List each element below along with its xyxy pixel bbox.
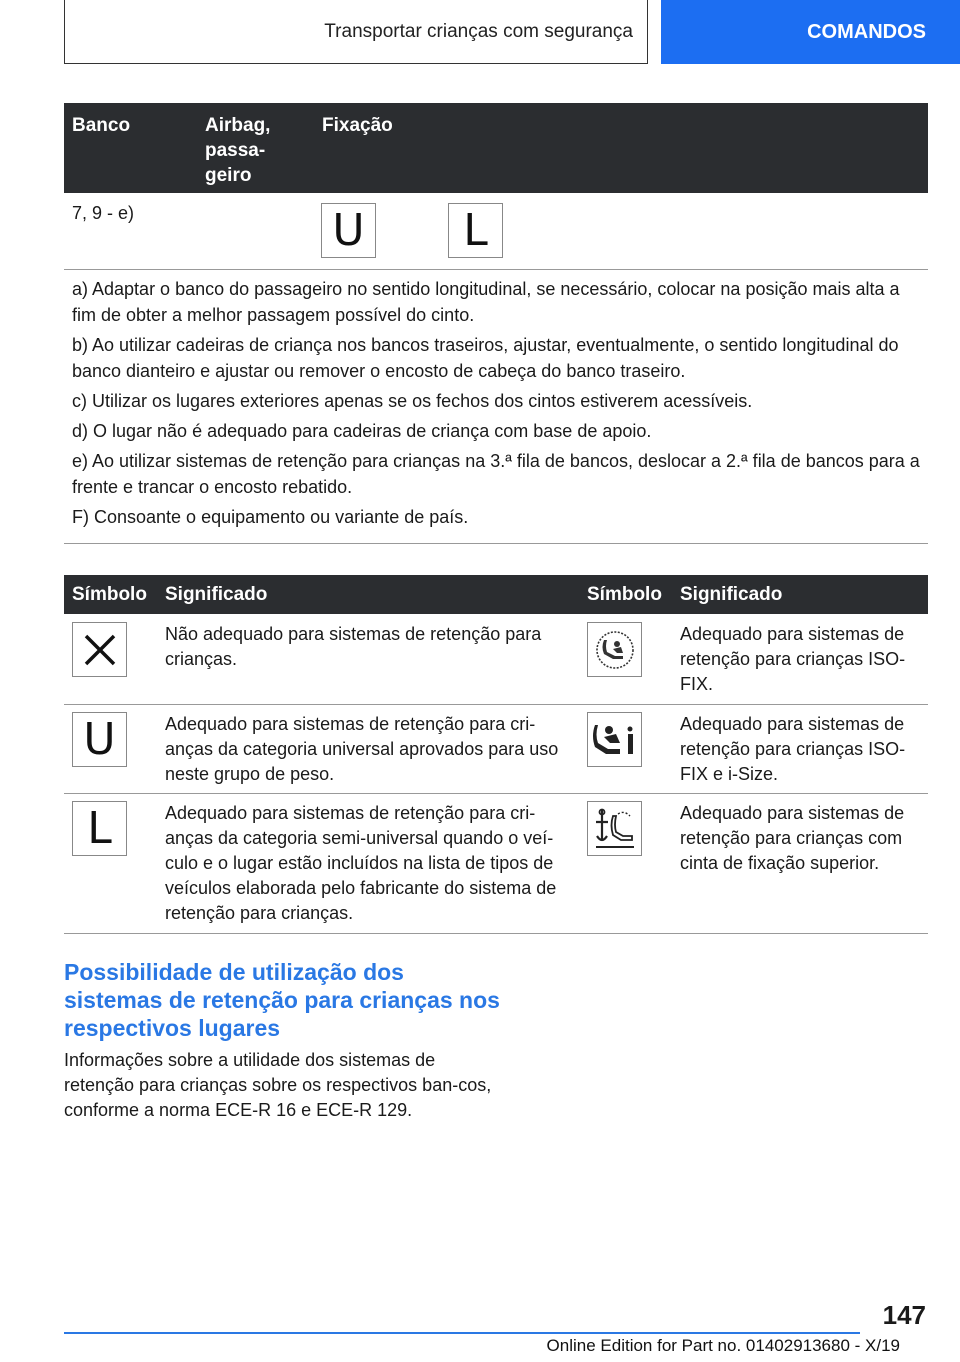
page-number: 147 <box>882 1300 926 1330</box>
col-airbag: Airbag, passa- geiro <box>205 115 271 186</box>
footnote-b: b) Ao utilizar cadeiras de criança nos bancos traseiros, ajustar, eventualmente, o sentido longitudinal do banco dianteiro e ajustar ou remover o encosto de cabeça do banco traseiro. <box>72 335 899 381</box>
seat-number: 7, 9 - e) <box>72 203 135 223</box>
running-header-section <box>64 0 648 64</box>
col-simbolo-1: Símbolo <box>72 584 147 605</box>
semi-universal-symbol: L <box>448 203 503 258</box>
col-significado-2: Significado <box>680 584 783 605</box>
footnote-f: F) Consoante o equipamento ou variante de país. <box>72 507 469 527</box>
universal-symbol: U <box>72 712 127 767</box>
footnote-a: a) Adaptar o banco do passageiro no sentido longitudinal, se necessário, colocar na posição mais alta a fim de obter a melhor passagem possível do cinto. <box>72 279 900 325</box>
chapter-tab <box>661 0 960 64</box>
section-paragraph: Informações sobre a utilidade dos sistemas de retenção para crianças sobre os respectivos ban-cos, conforme a norma ECE-R 16 e ECE-R 129. <box>64 1050 492 1120</box>
isofix-isize-icon <box>587 712 642 767</box>
footnotes <box>64 276 928 534</box>
seat-table-header <box>64 103 928 193</box>
x-icon <box>72 622 127 677</box>
chapter-label: COMANDOS <box>807 20 926 43</box>
footer-divider <box>64 1332 860 1334</box>
table-row <box>64 793 928 934</box>
meaning-universal: Adequado para sistemas de retenção para cri-anças da categoria universal aprovados para uso neste grupo de peso. <box>165 714 559 784</box>
divider <box>64 543 928 544</box>
footnote-e: e) Ao utilizar sistemas de retenção para crianças na 3.ª fila de bancos, deslocar a 2.ª fila de bancos para a frente e trancar o encosto rebatido. <box>72 451 920 497</box>
col-simbolo-2: Símbolo <box>587 584 662 605</box>
table-row <box>64 193 928 270</box>
top-tether-icon <box>587 801 642 856</box>
meaning-isofix-isize: Adequado para sistemas de retenção para crianças ISO-FIX e i-Size. <box>680 714 906 784</box>
col-fixacao: Fixação <box>322 115 393 136</box>
meaning-isofix: Adequado para sistemas de retenção para crianças ISO-FIX. <box>680 624 906 694</box>
isofix-icon <box>587 622 642 677</box>
symbol-table-header <box>64 575 928 614</box>
universal-symbol: U <box>321 203 376 258</box>
section-heading: Possibilidade de utilização dos sistemas de retenção para crianças nos respectivos lugares <box>64 959 500 1041</box>
section-title: Transportar crianças com segurança <box>324 20 633 42</box>
semi-universal-symbol: L <box>72 801 127 856</box>
footnote-d: d) O lugar não é adequado para cadeiras de criança com base de apoio. <box>72 421 652 441</box>
table-row <box>64 614 928 705</box>
footnote-c: c) Utilizar os lugares exteriores apenas se os fechos dos cintos estiverem acessíveis. <box>72 391 753 411</box>
col-banco: Banco <box>72 115 131 136</box>
meaning-not-suitable: Não adequado para sistemas de retenção para crianças. <box>165 624 542 669</box>
table-row <box>64 704 928 794</box>
col-significado-1: Significado <box>165 584 268 605</box>
footer-edition: Online Edition for Part no. 01402913680 - X/19 <box>546 1336 900 1355</box>
meaning-semi-universal: Adequado para sistemas de retenção para cri-anças da categoria semi-universal quando o veí-culo e o lugar estão incluídos na lista de tipos de veículos elaborada pelo fabricante do sistema de retenção para crianças. <box>165 803 557 923</box>
meaning-top-tether: Adequado para sistemas de retenção para crianças com cinta de fixação superior. <box>680 803 905 873</box>
